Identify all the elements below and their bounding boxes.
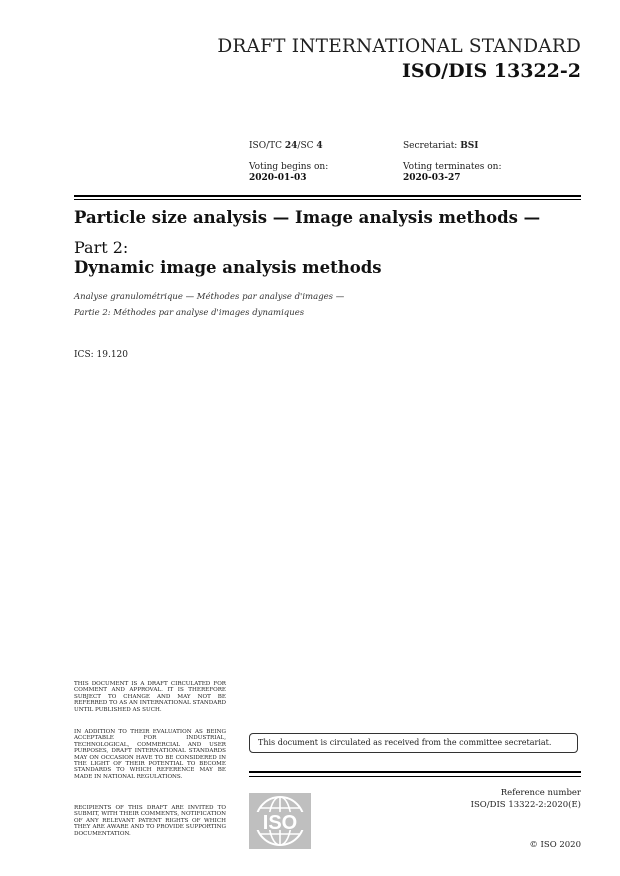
voting-terminates-label: Voting terminates on: — [403, 162, 502, 172]
voting-terminates-date: 2020-03-27 — [403, 173, 461, 183]
voting-begins-date: 2020-01-03 — [249, 173, 307, 183]
footer-divider-thick — [249, 771, 581, 773]
voting-begins-label: Voting begins on: — [249, 162, 329, 172]
part-title: Dynamic image analysis methods — [74, 258, 382, 277]
footer-divider-thin — [249, 776, 581, 777]
document-number: ISO/DIS 13322-2 — [401, 60, 581, 82]
secretariat-label: Secretariat: — [403, 141, 461, 151]
iso-globe-logo-icon — [249, 793, 311, 849]
iso-logo-text: ISO — [262, 812, 298, 834]
disclaimer-paragraph-3: RECIPIENTS OF THIS DRAFT ARE INVITED TO SUBMIT, WITH THEIR COMMENTS, NOTIFICATION OF ANY RELEVANT PATENT RIGHTS OF WHICH THEY ARE AWARE AND TO PROVIDE SUPPORTING DOCUMENTATION. — [74, 805, 226, 837]
disclaimer-paragraph-2: IN ADDITION TO THEIR EVALUATION AS BEING ACCEPTABLE FOR INDUSTRIAL, TECHNOLOGICAL, COMMERCIAL AND USER PURPOSES, DRAFT INTERNATIONAL STANDARDS MAY ON OCCASION HAVE TO BE CONSIDERED IN THE LIGHT OF THEIR POTENTIAL TO BECOME STANDARDS TO WHICH REFERENCE MAY BE MADE IN NATIONAL REGULATIONS. — [74, 729, 226, 780]
secretariat — [403, 141, 479, 151]
committee-tc: 24 — [284, 141, 298, 151]
french-title-line2: Partie 2: Méthodes par analyse d'images dynamiques — [74, 308, 305, 318]
part-label: Part 2: — [74, 238, 129, 257]
committee-reference — [249, 141, 323, 151]
header-divider-thick — [74, 195, 581, 197]
french-title-line1: Analyse granulométrique — Méthodes par analyse d'images — — [74, 292, 345, 302]
title-main: Particle size analysis — Image analysis methods — — [74, 208, 541, 227]
document-type: DRAFT INTERNATIONAL STANDARD — [217, 36, 581, 57]
circulation-notice: This document is circulated as received from the committee secretariat. — [249, 733, 578, 753]
ics-code: ICS: 19.120 — [74, 350, 128, 360]
disclaimer-paragraph-1: THIS DOCUMENT IS A DRAFT CIRCULATED FOR COMMENT AND APPROVAL. IT IS THEREFORE SUBJECT TO CHANGE AND MAY NOT BE REFERRED TO AS AN INTERNATIONAL STANDARD UNTIL PUBLISHED AS SUCH. — [74, 681, 226, 713]
committee-sc: 4 — [316, 141, 323, 151]
copyright: © ISO 2020 — [529, 840, 581, 850]
reference-number: ISO/DIS 13322-2:2020(E) — [470, 800, 581, 810]
secretariat-value: BSI — [460, 141, 479, 151]
reference-number-label: Reference number — [500, 788, 581, 798]
committee-prefix: ISO/TC — [249, 141, 285, 151]
header-divider-thin — [74, 199, 581, 200]
committee-sep: /SC — [297, 141, 317, 151]
